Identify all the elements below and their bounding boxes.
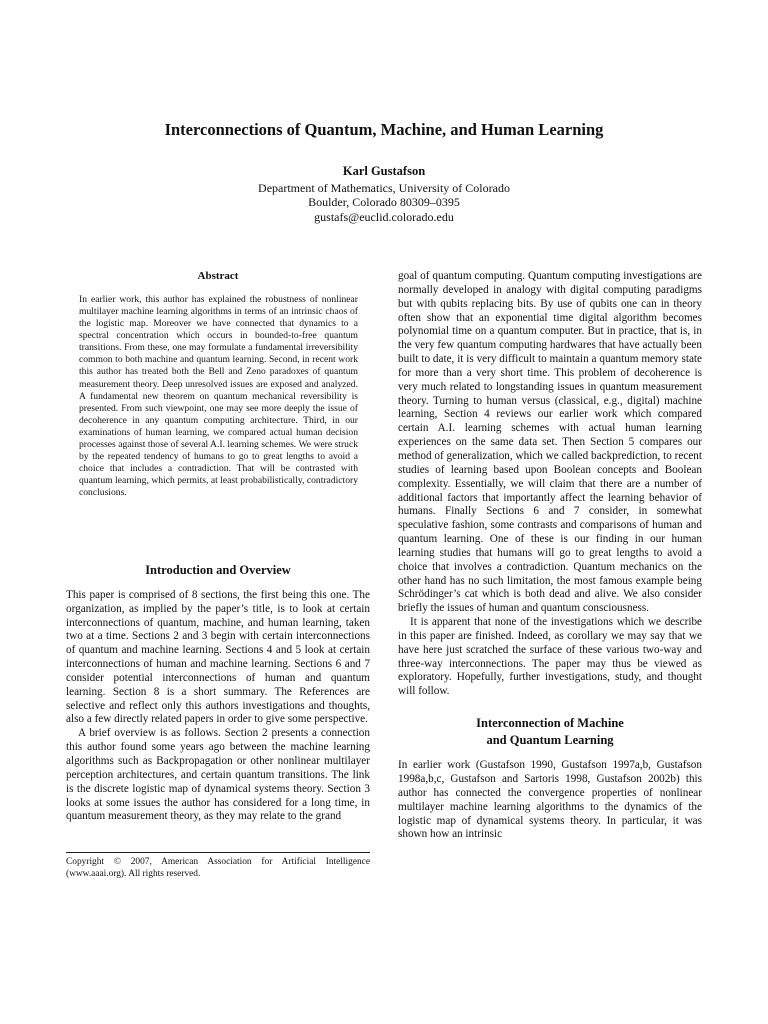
section-2-heading-line-2: and Quantum Learning xyxy=(486,733,614,748)
author-name: Karl Gustafson xyxy=(342,164,426,178)
paper-title: Interconnections of Quantum, Machine, and Human Learning xyxy=(164,120,604,139)
intro-paragraph-1: This paper is comprised of 8 sections, the first being this one. The organization, as implied by the paper’s title, is to look at certain interconnections of quantum, machine, and human learning, taken two at a time. Sections 2 and 3 begin with certain interconnections of quantum and machine learning. Sections 4 and 5 look at certain interconnections of human and machine learning. Sections 6 and 7 consider potential interconnections of human and quantum learning. Section 8 is a short summary. The References are selective and reflect only this authors investigations and thoughts, also a few directly related papers in order to give some perspective. xyxy=(66,588,370,726)
right-column xyxy=(398,270,702,842)
intro-paragraph-3: It is apparent that none of the investigations which we describe in this paper are finished. Indeed, as corollary we may say that we have here just scratched the surface of these various two-way and three-way interconnections. The paper may thus be viewed as exploratory. Hopefully, further investigations, study, and thought will follow. xyxy=(398,616,702,698)
author-address: Boulder, Colorado 80309–0395 xyxy=(308,195,460,209)
abstract-text: In earlier work, this author has explained the robustness of nonlinear multilayer machine learning algorithms in terms of an intrinsic chaos of the logistic map. Moreover we have connected that dynamics to a spectral concentration which occurs in bounded-to-free quantum transitions. From these, one may formulate a fundamental irreversibility common to both machine and quantum learning. Second, in recent work this author has treated both the Bell and Zeno paradoxes of quantum measurement theory. Deep unresolved issues are exposed and analyzed. A fundamental new theorem on quantum mechanical reversibility is presented. From such viewpoint, one may see more deeply the issue of decoherence in any quantum computing architecture. Third, in our examinations of human learning, we compared actual human decision processes against those of several A.I. learning schemes. We were struck by the repeated tendency of humans to go to great lengths to avoid a choice that includes a contradiction. That will be contrasted with quantum learning, which permits, at least probabilistically, contradictory conclusions. xyxy=(79,293,358,499)
copyright-footnote: Copyright © 2007, American Association for Artificial Intelligence (www.aaai.org). All rights reserved. xyxy=(66,852,370,880)
section-2-paragraph-1: In earlier work (Gustafson 1990, Gustafson 1997a,b, Gustafson 1998a,b,c, Gustafson and Sartoris 1998, Gustafson 2002b) this author has connected the convergence properties of nonlinear multilayer machine learning algorithms to the dynamics of the logistic map of dynamical systems theory. In particular, it was shown how an intrinsic xyxy=(398,759,702,841)
intro-paragraph-2-continued: goal of quantum computing. Quantum computing investigations are normally developed in analogy with digital computing paradigms but with qubits replacing bits. By use of qubits one can in theory often show that an exponential time digital algorithm becomes polynomial time on a quantum computer. But in practice, that is, in the very few quantum computing hardwares that have actually been built to date, it is very difficult to maintain a quantum memory state for more than a very short time. This problem of decoherence is very much related to longstanding issues in quantum measurement theory. Turning to human versus (classical, e.g., digital) machine learning, Section 4 reviews our earlier work which compared certain A.I. learning schemes with actual human learning experiences on the same data set. Then Section 5 compares our method of generalization, which we called backprediction, to recent studies of learning based upon Boolean concepts and Boolean complexity. Essentially, we will claim that there are a number of additional factors that importantly affect the learning behavior of humans. Finally Sections 6 and 7 consider, in somewhat speculative fashion, some contrasts and comparisons of human and quantum learning. One of these is our finding in our human learning studies that humans will go to great lengths to avoid a choice that involves a contradiction. Quantum mechanics on the other hand has no such limitation, the most famous example being Schrödinger’s cat which is both dead and alive. We also consider briefly the issues of human and quantum consciousness. xyxy=(398,270,702,615)
section-2-heading-line-1: Interconnection of Machine xyxy=(476,716,624,731)
intro-paragraph-2: A brief overview is as follows. Section 2 presents a connection this author found some years ago between the machine learning algorithms such as Backpropagation or other nonlinear multilayer perception architectures, and certain quantum transitions. The link is the discrete logistic map of dynamical systems theory. Section 3 looks at some issues the author has considered for a long time, in quantum measurement theory, as they may relate to the grand xyxy=(66,727,370,823)
left-column xyxy=(66,270,370,824)
intro-heading: Introduction and Overview xyxy=(145,562,291,577)
section-2-heading xyxy=(398,715,702,749)
author-email: gustafs@euclid.colorado.edu xyxy=(314,209,454,224)
author-affiliation: Department of Mathematics, University of Colorado xyxy=(258,180,510,195)
abstract-heading: Abstract xyxy=(197,270,239,282)
author-block xyxy=(0,164,768,224)
